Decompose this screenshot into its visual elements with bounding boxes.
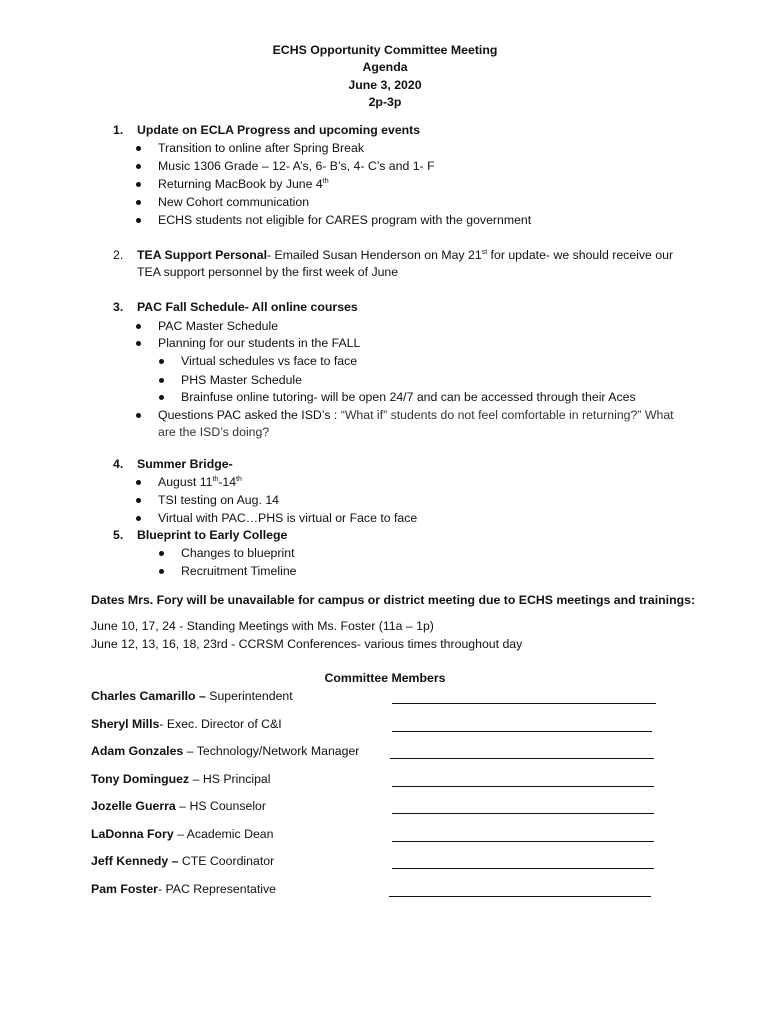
member-role: – HS Principal [189,772,271,786]
bullet-icon [136,516,141,521]
signature-line[interactable] [390,758,654,759]
signature-line[interactable] [392,813,654,814]
member-role: CTE Coordinator [178,854,275,868]
list-item-text: New Cohort communication [158,195,310,209]
list-item-text: PHS Master Schedule [181,373,302,387]
list-item-text: Planning for our students in the FALL [158,336,361,350]
member-role: - PAC Representative [157,882,276,896]
member-name: Sheryl Mills [91,717,160,731]
member-name: Adam Gonzales [91,744,184,758]
member-row [91,770,271,788]
committee-heading: Committee Members [324,671,446,685]
member-name: Jozelle Guerra [91,799,176,813]
section-number: 3. [113,300,124,314]
member-row [91,715,282,733]
bullet-icon [159,551,164,556]
agenda-label: Agenda [362,60,408,74]
bullet-icon [136,182,141,187]
dates-line: June 10, 17, 24 - Standing Meetings with Ms. Foster (11a – 1p) [91,619,434,633]
signature-line[interactable] [392,786,654,787]
meeting-date: June 3, 2020 [348,78,422,92]
section-number: 4. [113,457,124,471]
list-item-text: Returning MacBook by June 4th [158,177,329,191]
member-role: – HS Counselor [175,799,266,813]
list-item-text: Music 1306 Grade – 12- A’s, 6- B’s, 4- C’s and 1- F [158,159,435,173]
list-item-text: Virtual with PAC…PHS is virtual or Face to face [158,511,418,525]
member-row [91,797,266,815]
dates-heading: Dates Mrs. Fory will be unavailable for campus or district meeting due to ECHS meetings and trainings: [91,593,696,607]
list-item-text: Brainfuse online tutoring- will be open 24/7 and can be accessed through their Aces [181,390,636,404]
bullet-icon [159,569,164,574]
signature-line[interactable] [392,731,652,732]
member-row [91,852,274,870]
list-item-text: August 11th-14th [158,475,242,489]
section-text: TEA Support Personal- Emailed Susan Henderson on May 21st for update- we should receive our [137,248,674,262]
bullet-icon [136,324,141,329]
section-number: 2. [113,248,124,262]
bullet-icon [136,480,141,485]
member-name: Jeff Kennedy – [91,854,179,868]
list-item-text: Virtual schedules vs face to face [181,354,358,368]
signature-line[interactable] [389,896,651,897]
list-item-text: Recruitment Timeline [181,564,297,578]
signature-line[interactable] [392,703,656,704]
list-item-text: Transition to online after Spring Break [158,141,364,155]
bullet-icon [159,359,164,364]
member-name: LaDonna Fory [91,827,174,841]
member-row [91,687,293,705]
section-number: 1. [113,123,124,137]
list-item-text: Changes to blueprint [181,546,295,560]
list-item-text: Questions PAC asked the ISD’s : “What if” students do not feel comfortable in returning?” What [158,408,674,422]
member-row [91,825,273,843]
section-title: PAC Fall Schedule- All online courses [137,300,358,314]
bullet-icon [136,146,141,151]
member-role: – Academic Dean [173,827,274,841]
member-role: – Technology/Network Manager [183,744,360,758]
member-role: - Exec. Director of C&I [159,717,282,731]
bullet-icon [136,498,141,503]
bullet-icon [136,218,141,223]
member-name: Charles Camarillo – [91,689,206,703]
meeting-time: 2p-3p [368,95,402,109]
section-number: 5. [113,528,124,542]
list-item-text-continued: are the ISD’s doing? [158,425,270,439]
bullet-icon [136,200,141,205]
bullet-icon [136,341,141,346]
member-row [91,742,359,760]
member-role: Superintendent [205,689,293,703]
member-name: Tony Dominguez [91,772,190,786]
list-item-text: ECHS students not eligible for CARES program with the government [158,213,532,227]
member-name: Pam Foster [91,882,158,896]
meeting-title: ECHS Opportunity Committee Meeting [272,43,498,57]
signature-line[interactable] [392,868,654,869]
bullet-icon [136,413,141,418]
section-text-continued: TEA support personnel by the first week of June [137,265,399,279]
bullet-icon [159,378,164,383]
bullet-icon [136,164,141,169]
section-title: Update on ECLA Progress and upcoming events [137,123,421,137]
member-row [91,880,276,898]
signature-line[interactable] [392,841,654,842]
section-title: Summer Bridge- [137,457,233,471]
bullet-icon [159,395,164,400]
list-item-text: TSI testing on Aug. 14 [158,493,279,507]
list-item-text: PAC Master Schedule [158,319,279,333]
dates-line: June 12, 13, 16, 18, 23rd - CCRSM Conferences- various times throughout day [91,637,523,651]
section-title: Blueprint to Early College [137,528,288,542]
